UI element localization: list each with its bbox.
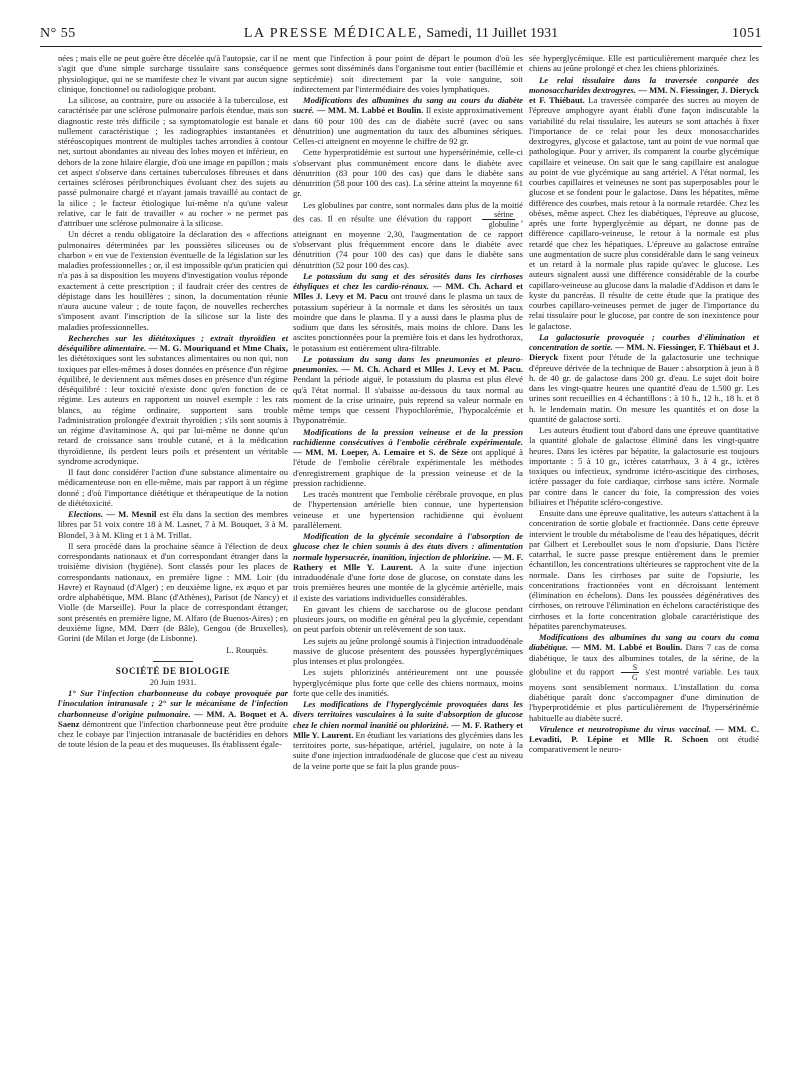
paragraph: Il faut donc considérer l'action d'une substance alimentaire ou médicamenteuse non en elle-même, mais par rapport à un régime donné ; d'où l'importance diététique et thérapeutique de la notion de diététoxicité. <box>58 467 288 508</box>
communication-body: Pendant la période aiguë, le potassium du plasma est plus élevé qu'à l'état normal. Il s'abaisse au-dessous du taux normal au moment de la crise urinaire, puis reprend sa valeur normale en même temps que cessent l'hypochlorémie, l'hypocalcémie et l'hyponatrémie. <box>293 374 523 426</box>
communication-authors: — MM. M. Labbé et Boulin. <box>571 642 683 653</box>
communication-authors: — MM. N. Fiessinger, J. Dieryck et F. Thiébaut. <box>529 84 759 105</box>
paragraph: Il sera procédé dans la prochaine séance à l'élection de deux correspondants nationaux et d'un correspondant étranger dans la troisième division (hygiène). Sont classés pour les places de correspondants nationaux, en première ligne : MM. Loir (du Havre) et Raynaud (d'Alger) ; en deuxième ligne, ex æquo et par ordre alphabétique, MM. Blanc (d'Athènes), Parisot (de Nancy) et Violle (de Marseille). Pour la place de correspondant étranger, sont présentés en première ligne, M. Alfaro (de Buenos-Aires) ; en deuxième ligne, MM. Dœrr (de Bâle), Gengou (de Bruxelles), Gorini (de Milan et Jorge (de Lisbonne). <box>58 540 288 643</box>
communication <box>58 688 288 750</box>
communication-authors: — MM. C. Levaditi, P. Lépine et Mlle R. Schoen <box>529 723 759 744</box>
paragraph: Un décret a rendu obligatoire la déclaration des « affections pulmonaires déterminées par les poussières siliceuses ou de charbon » en vue de l'extension éventuelle de la législation sur les maladies professionnelles ; or, il est impossible qu'un praticien qui n'a pas à sa disposition les moyens d'investigation voulus réponde exactement à cette prescription ; il faudrait créer des centres de dépistage dans les houillères ; sinon, la documentation réunie n'aura aucune valeur ; de toute façon, de nouvelles recherches s'imposent avant l'inscription de la silicose sur la liste des maladies professionnelles. <box>58 229 288 332</box>
fraction-numerator: S <box>621 663 639 673</box>
communication-title: Modifications des albumines du sang au cours du diabète sucré. <box>293 95 523 116</box>
communication-body: démontrent que l'infection charbonneuse peut être produite chez le cobaye par l'injection intranasale de bactéridies en dehors de toute lésion de la peau et des muqueuses. Ils établissent égale- <box>58 718 288 750</box>
communication-body: les diététoxiques sont les substances alimentaires ou non qui, non toxiques par elles-mêmes à doses données en présence d'un régime équilibré, le deviennent aux mêmes doses en présence d'un régime déséquilibré : leur toxicité n'existe donc qu'en fonction de ce régime. Les auteurs en rapportent un nouvel exemple : les rats blancs, au régime ordinaire, supportent sans trouble l'administration prolongée d'extrait thyroïdien ; s'ils sont soumis à un régime d'avitaminose A, qui par lui-même ne donne qu'un retard de croissance sans trouble cutané, et à la médication thyroïdienne, ils perdent leurs poils et présentent un véritable syndrome acrodynique. <box>58 353 288 466</box>
communication-body: La traversée comparée des sucres au moyen de l'épreuve amphogyre ayant établi d'une façon indiscutable la variabilité du relai tissulaire, les auteurs se sont attachés à fixer l'importance de ce relai pour les deux monosaccharides dextrogyres, glycose et galactose, tant au point de vue normal que pathologique. Pour y arriver, ils comparent la courbe glycémique capillaire et veineuse. On sait que le sang capillaire est analogue au point de vue glycémique au sang artériel. A l'état normal, les courbes capillaires et veineuses ne sont pas superposables pour le glucose et se fondent pour le galactose. Dans les hépatites, même différence des courbes, mais retour à la normale retardée. Chez les obèses, même aspect. Chez les diabétiques, l'épreuve au glucose, après une forte hyperglycémie au départ, ne donne pas de différence capillaro-veineuse, le retour à la normale est plus retardé que chez les hépatiques. L'épreuve au galactose entraîne une augmentation de sucre plus considérable dans le sang veineux et un retard à la normale plus rapide qu'avec le glucose. Les auteurs signalent aussi une différence considérable de la courbe capillaro-veineuse au glucose dans la maladie d'Addison et dans le kyste du pancréas. Il résulte de cette étude que la pratique des courbes capillaro-veineuses permet de juger de l'importance du relai tissulaire pour le glucose, par contre de son inexistence pour le galactose. <box>529 95 759 331</box>
communication-title: Les modifications de l'hyperglycémie provoquées dans les divers territoires vasculaires à la suite d'absorption de glucose chez le chien normal inanitié ou phlorizinè. <box>293 699 523 730</box>
communication <box>58 509 288 540</box>
communication-title: 1° Sur l'infection charbonneuse du cobaye provoquée par l'inoculation intranasale ; 2° sur le mécanisme de l'infection charbonneuse d'origine pulmonaire. <box>58 688 288 719</box>
communication-authors: — M. Mesnil <box>106 509 157 519</box>
paragraph: nées ; mais elle ne peut guère être décelée qu'à l'autopsie, car il ne s'agit que d'une simple surcharge tissulaire sans conséquence physiologique, qui ne se manifeste chez le vivant par aucun signe clinique, fonctionnel ou radiologique probant. <box>58 53 288 94</box>
communication-title: La galactosurie provoquée ; courbes d'élimination et concentration de sortie. <box>529 331 759 352</box>
communication <box>293 699 523 771</box>
communication <box>58 333 288 466</box>
paragraph-text: Les globulines par contre, sont normales dans plus de la moitié des cas. Il en résulte une élévation du rapport <box>293 199 523 224</box>
communication <box>529 724 759 755</box>
communication-title: Modifications des albumines du sang au cours du coma diabétique. <box>529 632 759 653</box>
paragraph: Les auteurs étudient tout d'abord dans une épreuve quantitative la quantité globale de galactose éliminé dans les vingt-quatre heures. Dans les ictères par hépatite, la galactosurie est toujours importante : 5 à 10 gr., ictères catarrhaux, 3 à 4 gr., ictères toxiques ou infectieux, syndrome ictéro-ascitique des cirrhoses, ictère passager du foie cardiaque, cirrhose sans ictère. Normale par contre dans le cancer du foie, la compression des voies biliaires et l'hépatite scléro-congestive. <box>529 425 759 507</box>
fraction-denominator: G <box>632 672 638 682</box>
communication-body: ont étudié comparativement le neuro- <box>529 734 759 755</box>
communication-title: Modification de la glycémie secondaire à l'absorption de glucose chez le chien soumis à des états divers : alimentation normale hypersucrée, inanition, injection de phlorizine. <box>293 531 523 562</box>
paragraph: Ensuite dans une épreuve qualitative, les auteurs s'attachent à la concentration de sortie globale et fractionnée. Dans cette épreuve intervient le trouble du métabolisme de l'eau des hépatiques, décrit par Gilbert et Lereboullet sous le nom d'opsiurie. Dans l'ictère catarrhal, le sucre passe presque entièrement dans le premier échantillon, les concentrations ultérieures se rapprochent vite de la normale. Dans les cirrhoses par suite de l'opsiurie, les concentrations fractionnées vont en décroissant lentement (élimination en échelons). Dans les poussées dégénératives des cirrhoses, on retrouve l'élimination en échelons caractéristique des cirrhoses et la forte concentration globale caractéristique des hépatites parenchymateuses. <box>529 508 759 631</box>
issue-number: N° 55 <box>40 26 76 41</box>
communication <box>293 95 523 146</box>
paragraph: ment que l'infection à pour point de départ le poumon d'où les germes sont disséminés dans l'organisme tout entier (bacillémie et septicémie) soit directement par la voie sanguine, soit indirectement par l'intermédiaire des voies lymphatiques. <box>293 53 523 94</box>
communication-title: Virulence et neurotropisme du virus vaccinal. <box>539 723 711 734</box>
communication-authors: — MM. Ch. Achard et Mlles J. Levy et M. Pacu <box>293 281 523 302</box>
communication-body: fixent pour l'étude de la galactosurie une technique d'épreuve dérivée de la technique de Bauer : absorption à jeun à 8 h. de 40 gr. de galactose dans 200 gr. d'eau. Le sujet doit boire dans les vingt-quatre heures une quantité d'eau de 1.500 gr. Les urines sont recueillies en 4 échantillons : à 10 h., 12 h., 18 h. et 8 h. le lendemain matin. On mesure les quantités et on dose la quantité de galactose sorti. <box>529 352 759 424</box>
issue-date: Samedi, 11 Juillet 1931 <box>426 26 559 41</box>
communication-title: Le potassium du sang et des sérosités dans les cirrhoses éthyliques et chez les cardio-rénaux. <box>293 270 523 291</box>
communication-body: Il existe approximativement dans 60 pour 100 des cas de diabète sucré (avec ou sans dénutrition) une augmentation du taux des albumines sériques. Celles-ci atteignent en moyenne le chiffre de 92 gr. <box>293 105 523 146</box>
header-rule <box>40 46 762 47</box>
ratio-fraction <box>621 663 639 682</box>
fraction-denominator: globuline <box>488 219 519 229</box>
communication-body: est élu dans la section des membres libres par 51 voix contre 18 à M. Lasnet, 7 à M. Bouquet, 3 à M. Blondel, 3 à M. Kling et 1 à M. Trillat. <box>58 509 288 540</box>
column-3 <box>529 53 759 1063</box>
paragraph: Les sujets au jeûne prolongé soumis à l'injection intraduodénale massive de glucose présentent des poussées hyperglycémiques plus intenses et plus prolongées. <box>293 635 523 666</box>
separator-rule <box>153 661 193 662</box>
communication <box>529 75 759 331</box>
communication-title: Le potassium du sang dans les pneumonies et pleuro-pneumonies. <box>293 353 523 374</box>
paragraph: Les sujets phlorizinés antérieurement ont une poussée hyperglycémique plus forte que celle des chiens normaux, moins forte que celle des inanitiés. <box>293 667 523 698</box>
communication-title: Modifications de la pression veineuse et de la pression rachidienne consécutives à l'embolie cérébrale expérimentale. <box>293 426 523 447</box>
communication <box>293 354 523 426</box>
communication <box>529 332 759 424</box>
communication-body: En étudiant les variations des glycémies dans les territoires porte, sus-hépatique, artériel, jugulaire, on note à la suite d'une injection intraduodénale de glucose que c'est au niveau de la veine porte que se fait la plus grande pous- <box>293 729 523 771</box>
communication-authors: — M. F. Rathery et Mlle Y. Laurent. <box>293 551 523 572</box>
page-header <box>40 22 762 44</box>
communication-authors: — MM. M. Loeper, A. Lemaire et S. de Sèze <box>293 447 468 457</box>
communication <box>293 427 523 489</box>
journal-name: LA PRESSE MÉDICALE, <box>243 26 423 41</box>
communication-body: Dans 7 cas de coma diabétique, le taux des albumines totales, de la sérine, de la globuline et du rapport <box>529 642 759 677</box>
paragraph: La silicose, au contraire, pure ou associée à la tuberculose, est caractérisée par une sclérose pulmonaire parfois étendue, mais son diagnostic reste très difficile ; sa symptomatologie est banale et nullement caractéristique ; les radiographies instantanées et stéréoscopiques montrent de multiples taches arrondies à contour net, surtout abondantes au niveau des lobes moyen et inférieur, en dehors de la zone hilaire élargie, d'où une image en papillon ; mais cet aspect s'observe dans certaines tuberculoses fibreuses et dans certaines scléroses péribronchiques évoluant chez des sujets au passé pulmonaire chargé et n'ayant jamais travaillé au contact de la silice ; le facteur étiologique lui-même n'a qu'une valeur relative, car le fait de travailler « au rocher » ne permet pas d'attribuer une sclérose pulmonaire à la silicose. <box>58 95 288 228</box>
communication <box>293 531 523 603</box>
communication-authors: — M. F. Rathery et Mlle Y. Laurent. <box>293 719 523 740</box>
ratio-fraction <box>479 210 519 229</box>
section-date: 20 Juin 1931. <box>149 676 197 687</box>
communication-authors: — M. Ch. Achard et Mlles J. Levy et M. Pacu. <box>341 364 523 374</box>
communication-body: ont appliqué à l'étude de l'embolie cérébrale expérimentale les méthodes d'enregistrement graphique de la pression veineuse et de la pression rachidienne. <box>293 447 523 488</box>
communication-body: A la suite d'une injection intraduodénale d'une forte dose de glucose, on constate dans les trois premières heures une montée de la glycémie artérielle, mais il existe des variations individuelles considérables. <box>293 561 523 603</box>
communication-authors: — MM. M. Labbé et Boulin. <box>316 105 424 116</box>
column-2 <box>293 53 523 1063</box>
section-title: SOCIÉTÉ DE BIOLOGIE <box>115 665 231 676</box>
communication-title: Le relai tissulaire dans la traversée conparée des monosaccharides dextrogyres. <box>529 74 759 95</box>
communication-authors: — MM. N. Fiessinger, F. Thiébaut et J. Dieryck <box>529 342 759 363</box>
page-number: 1051 <box>732 26 762 41</box>
paragraph: Cette hyperprotidémie est surtout une hypersérinémie, celle-ci s'observant plus communément encore dans le diabète avec dénutrition (83 pour 100 des cas) que dans le diabète sans dénutrition (58 pour 100 des cas). La sérine atteint la moyenne 61 gr. <box>293 147 523 199</box>
fraction-numerator: sérine <box>482 210 515 220</box>
column-1 <box>58 53 288 1063</box>
communication-authors: — M. G. Mouriquand et Mme Chaix, <box>148 343 288 353</box>
communication-authors: — MM. A. Boquet et A. Saenz <box>58 708 288 729</box>
signature: L. Rouquès. <box>226 645 268 656</box>
paragraph: En gavant les chiens de saccharose ou de glucose pendant plusieurs jours, on modifie en général peu la glycémie, cependant on peut parfois obtenir un relèvement de son taux. <box>293 603 523 635</box>
paragraph: sée hyperglycémique. Elle est particulièrement marquée chez les chiens au jeûne prolongé et chez les chiens phlorizinés. <box>529 53 759 74</box>
communication-body: ont trouvé dans le plasma un taux de potassium supérieur à la normale et dans les sérosités un taux moindre que dans le plasma. Il y a aussi dans le plasma plus de sodium que dans les sérosités, mais moins de chlore. Dans les ascites ponctionnées pour la première fois et dans les hydrothorax, le potassium est entièrement ultra-filtrable. <box>293 291 523 353</box>
communication-title: Recherches sur les diététoxiques ; extrait thyroïdien et déséquilibre alimentaire. <box>58 332 288 353</box>
communication <box>293 271 523 353</box>
paragraph-text: , atteignant en moyenne 2,30, l'augmentation de ce rapport s'observant plus fréquemment encore dans le diabète avec dénutrition (74 pour 100 des cas) que dans le diabète sans dénutrition (52 pour 100 des cas). <box>293 213 523 270</box>
communication <box>529 632 759 723</box>
paragraph: Les tracés montrent que l'embolie cérébrale provoque, en plus de l'hypertension artérielle bien connue, une hypertension veineuse et une hypertension rachidienne qui évoluent parallèlement. <box>293 489 523 530</box>
communication-title: Elections. <box>68 509 104 519</box>
journal-title <box>40 26 762 42</box>
paragraph-with-ratio <box>293 200 523 270</box>
communication-body: s'est montré variable. Les taux moyens sont sensiblement normaux. L'installation du coma diabétique paraît donc s'accompagner d'une diminution de l'hyperprotidémie et plus particulièrement de l'hypersérinémie habituelle au diabète sucré. <box>529 666 759 723</box>
